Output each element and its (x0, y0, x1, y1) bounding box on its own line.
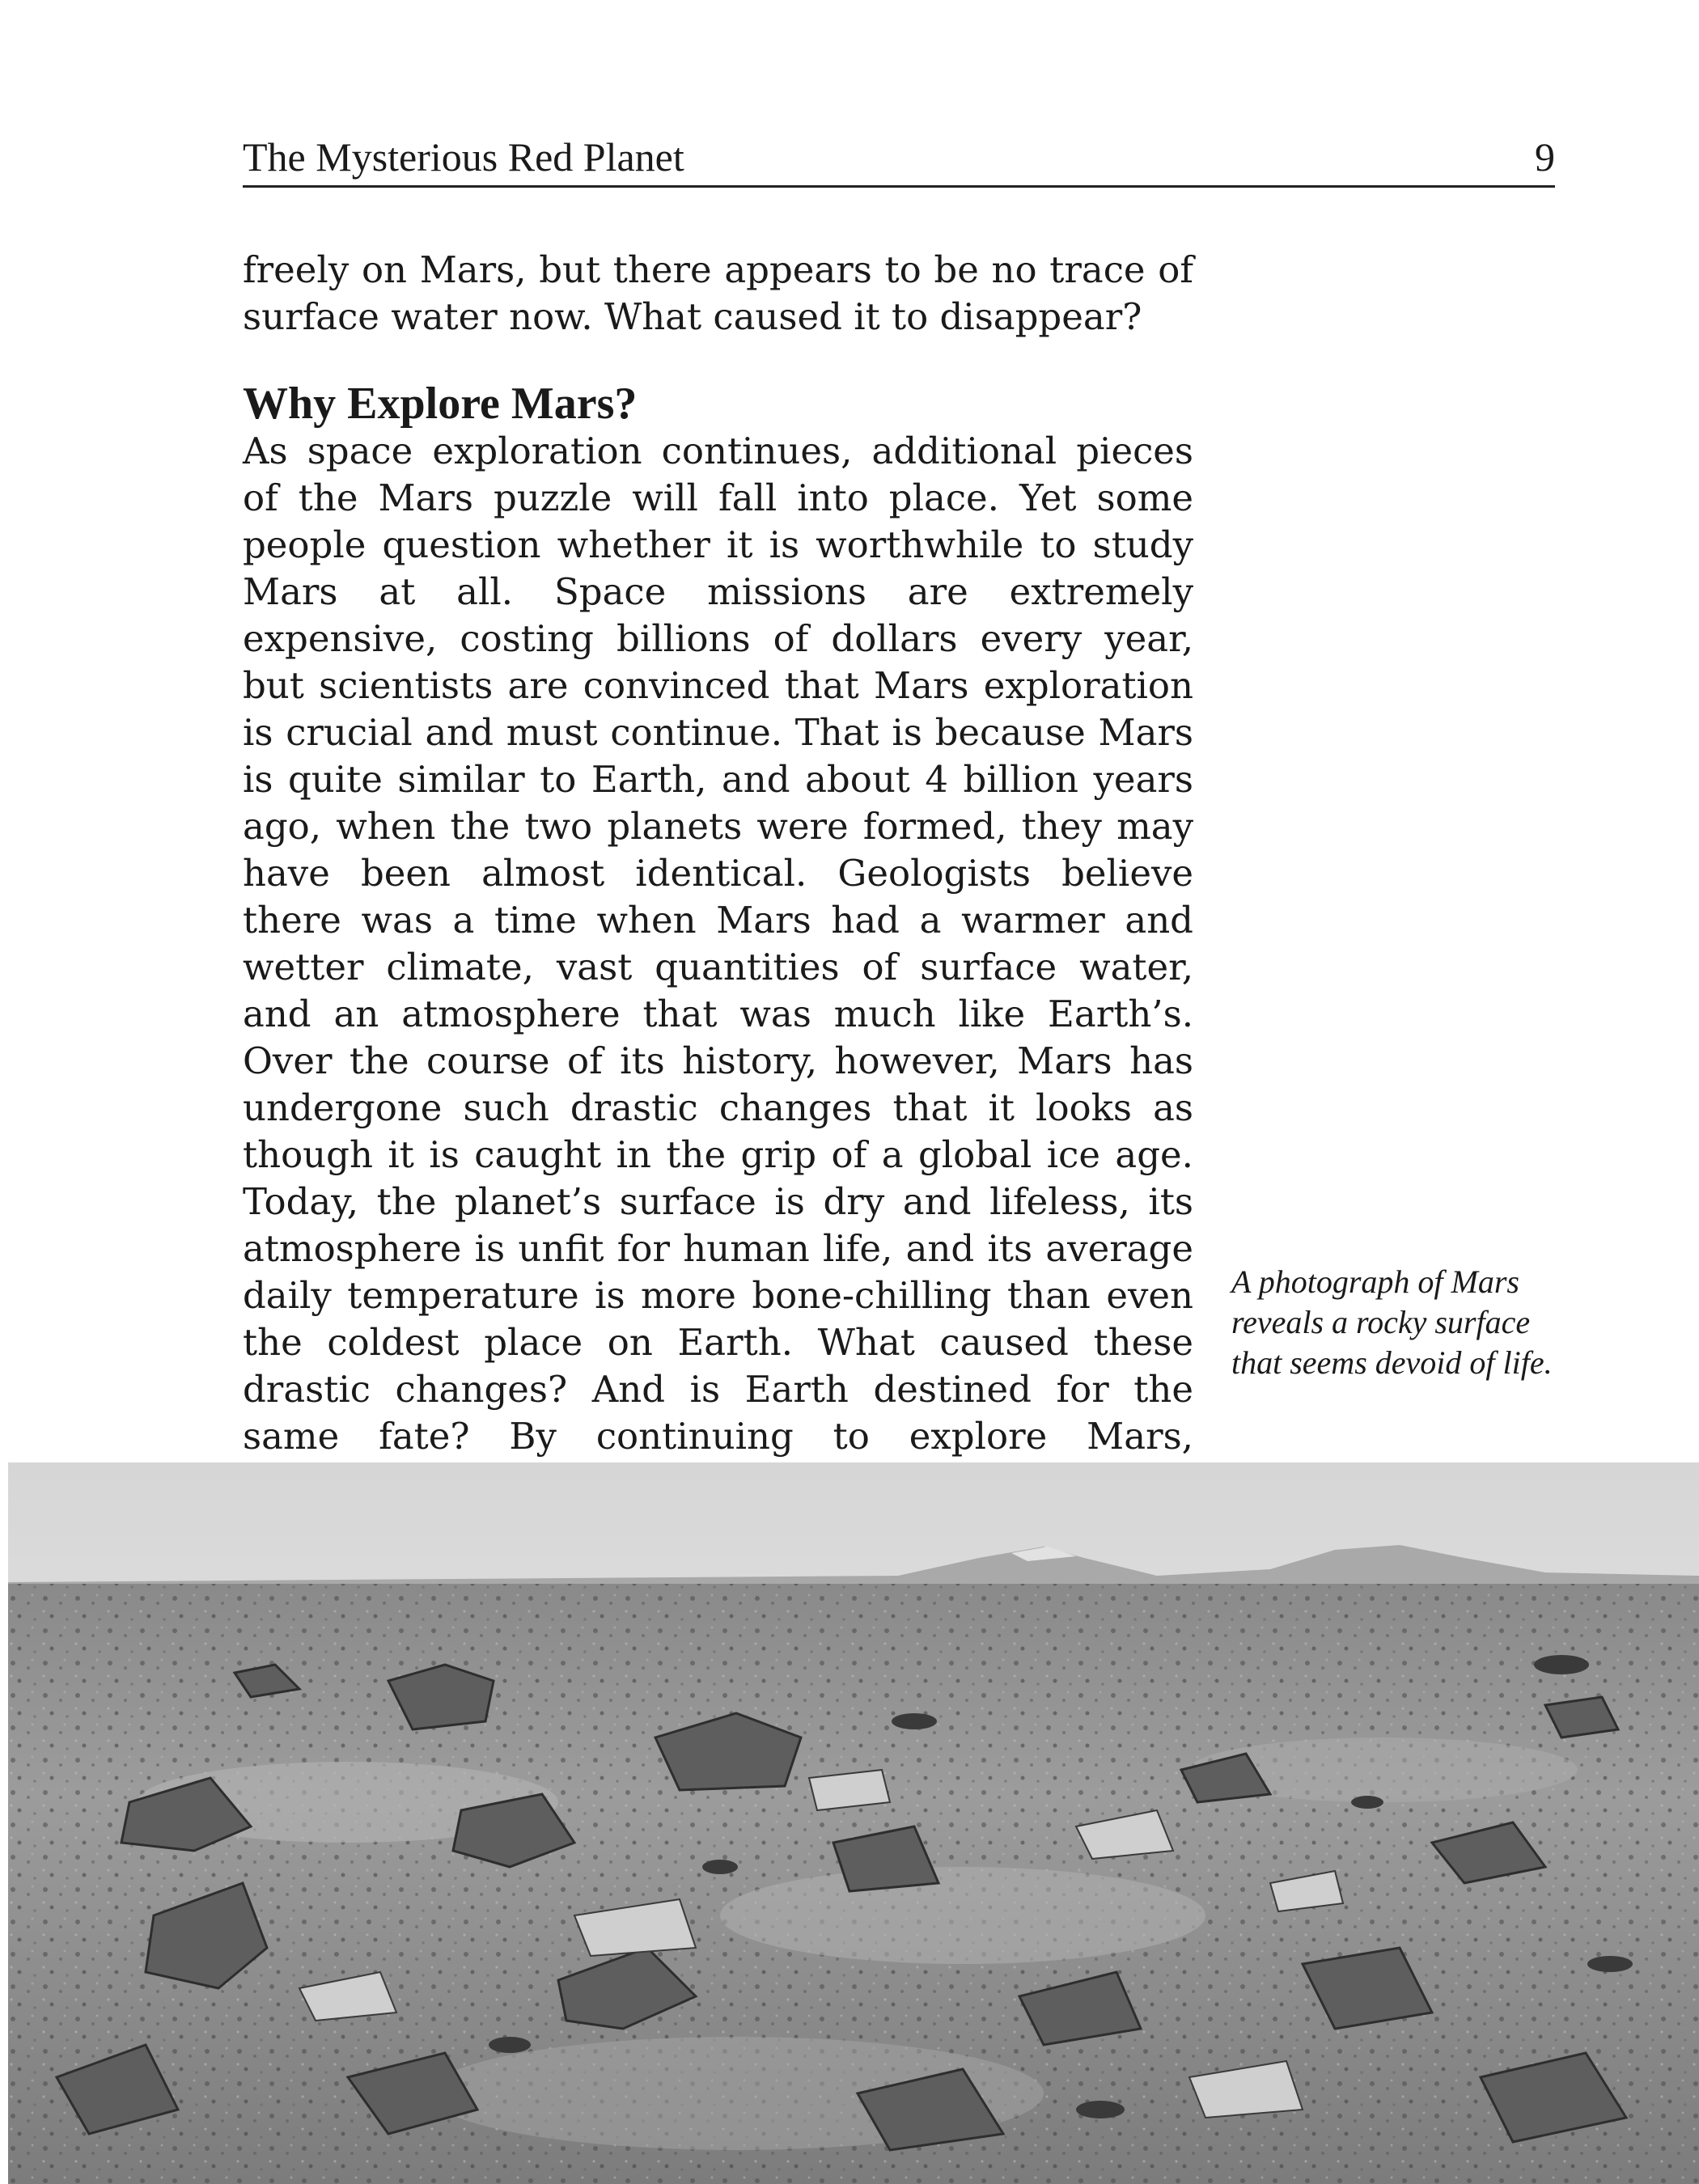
running-head-title: The Mysterious Red Planet (243, 134, 684, 180)
running-head (243, 129, 1555, 188)
mars-surface-photo (8, 1462, 1699, 2184)
continued-paragraph: freely on Mars, but there appears to be no trace of surface water now. What caused it to disappear? (243, 248, 1193, 338)
main-text-column (243, 247, 1193, 1507)
body-paragraph: As space exploration continues, additional pieces of the Mars puzzle will fall into place. Yet some people question whether it is worthwhile to study Mars at all. Space missions are extremely expensive, costing billions of dollars every year, but scientists are convinced that Mars exploration is crucial and must continue. That is because Mars is quite similar to Earth, and about 4 billion years ago, when the two planets were formed, they may have been almost identical. Geologists believe there was a time when Mars had a warmer and wetter climate, vast quantities of surface water, and an atmosphere that was much like Earth’s. Over the course of its history, however, Mars has undergone such drastic changes that it looks as though it is caught in the grip of a global ice age. Today, the planet’s surface is dry and lifeless, its atmosphere is unfit for human life, and its average daily temperature is more bone-chilling than even the coldest place on Earth. What caused these drastic changes? And is Earth destined for the same fate? By continuing to explore Mars, (243, 430, 1193, 1458)
page-number: 9 (1535, 134, 1555, 180)
figure-caption: A photograph of Mars reveals a rocky surface that seems devoid of life. (1231, 1263, 1553, 1381)
section-heading: Why Explore Mars? (243, 379, 638, 429)
mars-landscape-image (8, 1462, 1699, 2184)
